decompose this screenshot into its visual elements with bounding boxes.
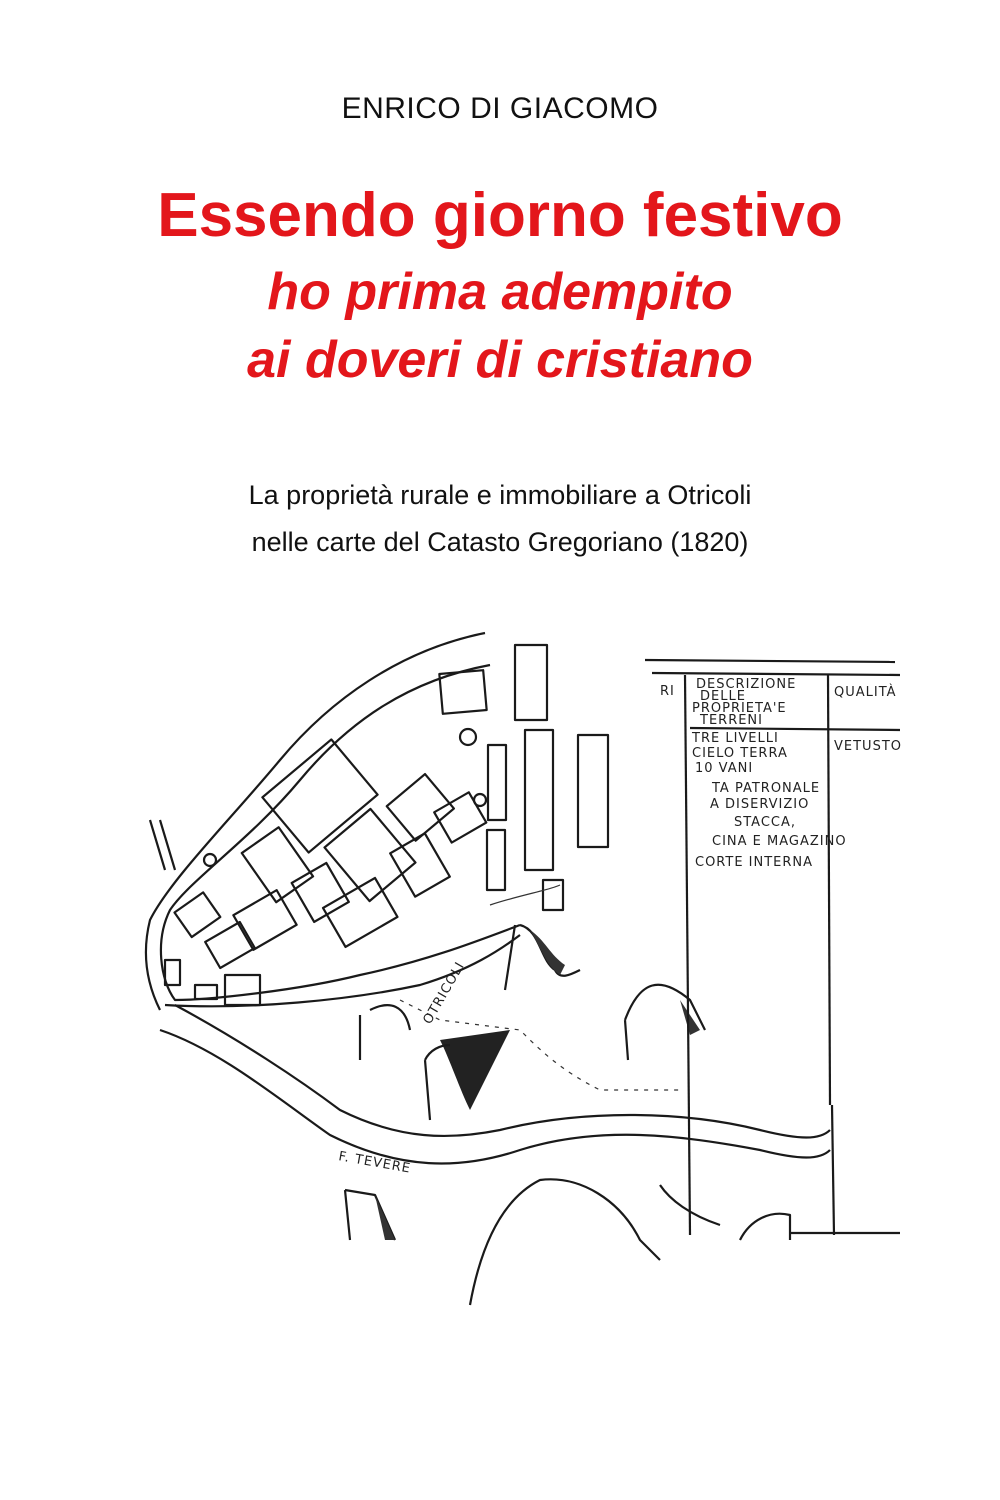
table-desc-line: 10 VANI <box>695 761 754 776</box>
table-desc-line: TRE LIVELLI <box>692 731 779 746</box>
title-line-2: ho prima adempito <box>267 263 733 321</box>
author-name: ENRICO DI GIACOMO <box>341 92 659 125</box>
table-desc-line: TA PATRONALE <box>712 781 821 796</box>
table-header-desc-3: PROPRIETA'E <box>692 701 787 716</box>
table-desc-line: A DISERVIZIO <box>710 797 810 812</box>
table-header-desc-4: TERRENI <box>700 713 763 728</box>
town-label: OTRICOLI <box>420 959 469 1027</box>
title-line-1: Essendo giorno festivo <box>157 181 843 250</box>
town-map-sketch <box>146 633 608 1010</box>
river-label: F. TEVERE <box>337 1149 412 1177</box>
table-quality-value: VETUSTO <box>834 739 902 754</box>
table-header-desc-1: DESCRIZIONE <box>696 677 797 692</box>
table-desc-line: CIELO TERRA <box>692 746 788 761</box>
table-col-ri: RI <box>660 684 675 699</box>
subtitle-line-2: nelle carte del Catasto Gregoriano (1820) <box>251 527 749 557</box>
table-desc-line: STACCA, <box>734 815 797 830</box>
table-header-quality: QUALITÀ <box>834 685 897 700</box>
title-line-3: ai doveri di cristiano <box>247 331 753 389</box>
table-desc-line: CINA E MAGAZINO <box>712 834 847 849</box>
table-header-desc-2: DELLE <box>700 689 746 704</box>
subtitle-line-1: La proprietà rurale e immobiliare a Otricoli <box>248 480 752 510</box>
table-desc-line: CORTE INTERNA <box>695 855 814 870</box>
